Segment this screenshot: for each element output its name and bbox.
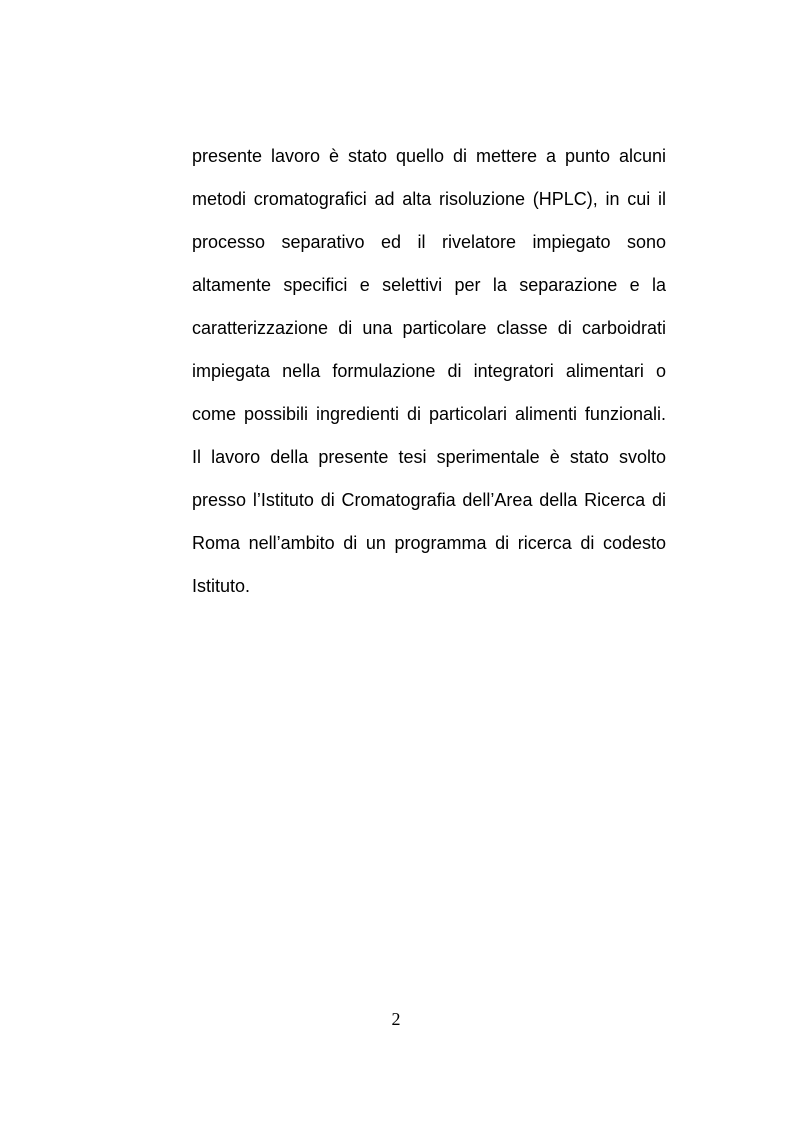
text-line: metodi cromatografici ad alta risoluzione (HPLC), in cui il xyxy=(192,189,666,209)
text-line: impiegata nella formulazione di integratori alimentari o xyxy=(192,361,666,381)
text-line: altamente specifici e selettivi per la separazione e la xyxy=(192,275,666,295)
text-line: come possibili ingredienti di particolari alimenti funzionali. xyxy=(192,404,666,424)
text-line: Roma nell’ambito di un programma di ricerca di codesto xyxy=(192,533,666,553)
page-number: 2 xyxy=(391,1009,401,1029)
text-line: presso l’Istituto di Cromatografia dell’Area della Ricerca di xyxy=(192,490,666,510)
text-line: presente lavoro è stato quello di mettere a punto alcuni xyxy=(192,146,666,166)
body-paragraph xyxy=(192,140,666,613)
text-line: Istituto. xyxy=(192,576,251,596)
text-line: processo separativo ed il rivelatore impiegato sono xyxy=(192,232,666,252)
text-line: caratterizzazione di una particolare classe di carboidrati xyxy=(192,318,666,338)
text-line: Il lavoro della presente tesi sperimentale è stato svolto xyxy=(192,447,666,467)
